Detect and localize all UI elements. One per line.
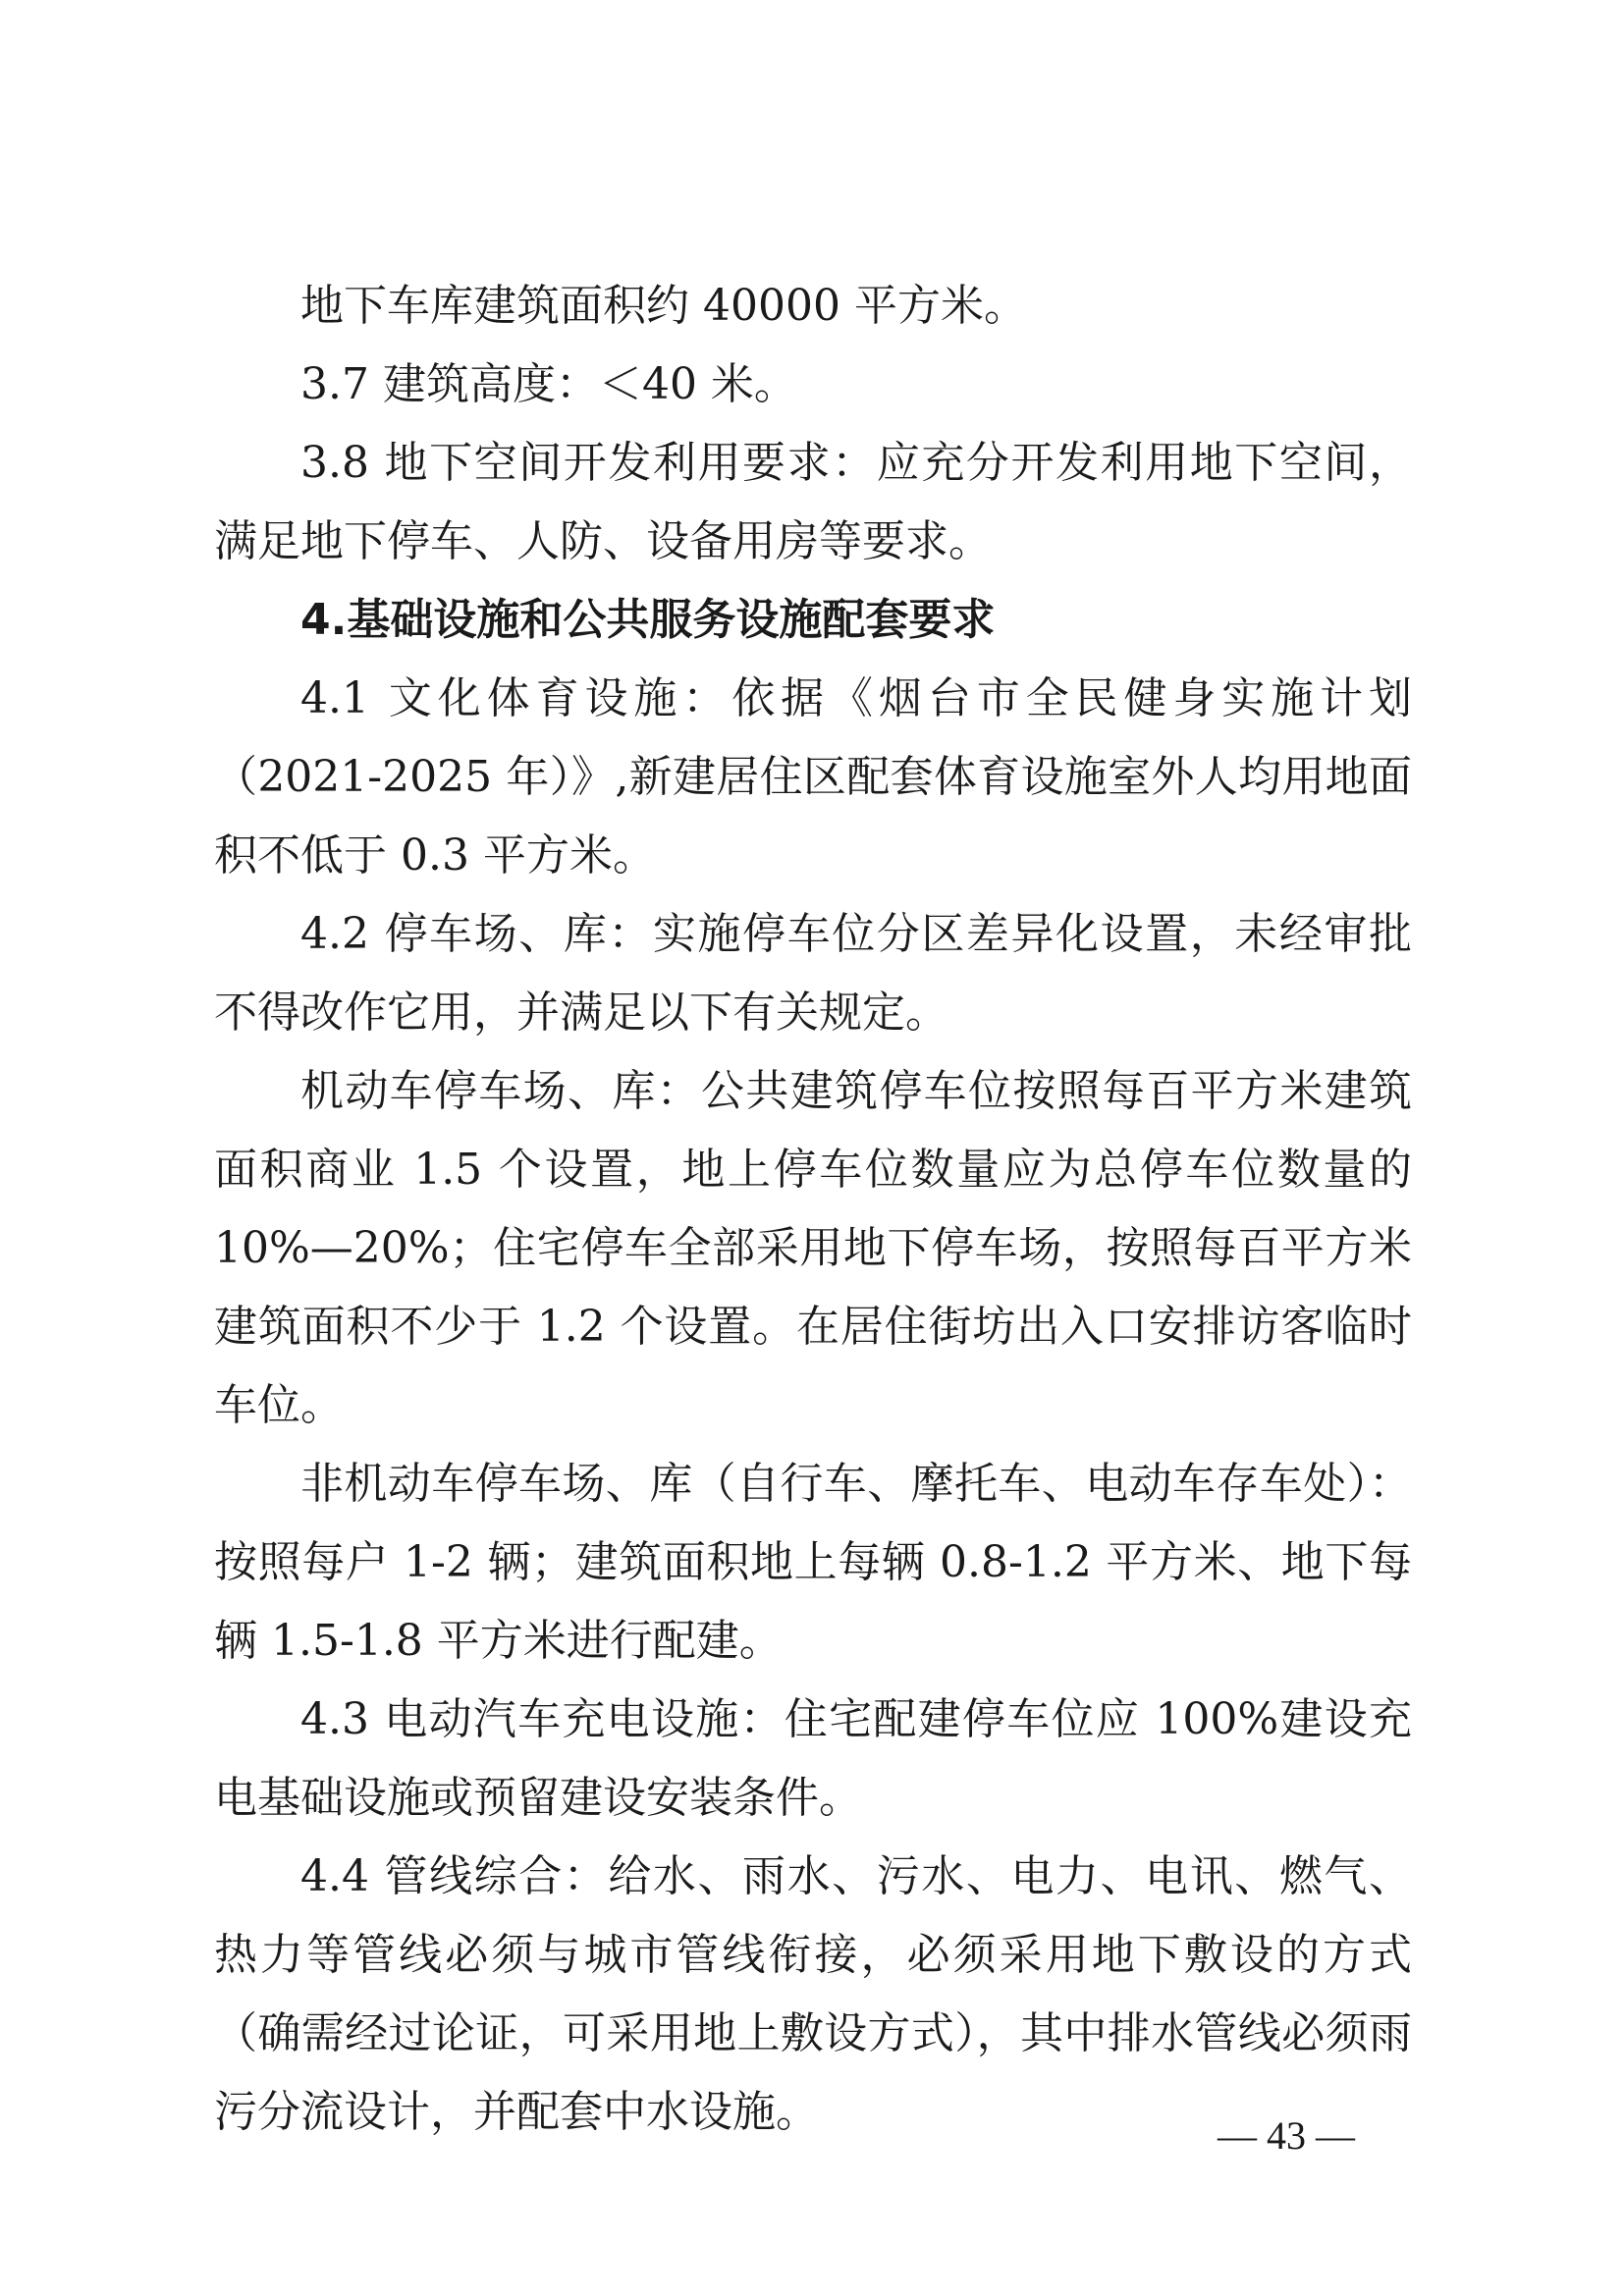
paragraph-parking: 4.2 停车场、库：实施停车位分区差异化设置，未经审批不得改作它用，并满足以下有关规定。 (214, 909, 1412, 1038)
paragraph-pipelines: 4.4 管线综合：给水、雨水、污水、电力、电讯、燃气、热力等管线必须与城市管线衔接，必须采用地下敷设的方式（确需经过论证，可采用地上敷设方式），其中排水管线必须雨污分流设计，并配套中水设施。 (214, 1851, 1412, 2137)
section-heading-infrastructure: 4.基础设施和公共服务设施配套要求 (300, 595, 996, 645)
document-body (214, 267, 1412, 2152)
paragraph-ev-charging: 4.3 电动汽车充电设施：住宅配建停车位应 100%建设充电基础设施或预留建设安装条件。 (214, 1694, 1412, 1823)
paragraph-garage-area: 地下车库建筑面积约 40000 平方米。 (300, 281, 1027, 331)
paragraph-culture-sports: 4.1 文化体育设施：依据《烟台市全民健身实施计划（2021-2025 年）》,新建居住区配套体育设施室外人均用地面积不低于 0.3 平方米。 (214, 673, 1412, 881)
paragraph-underground-space: 3.8 地下空间开发利用要求：应充分开发利用地下空间，满足地下停车、人防、设备用房等要求。 (214, 438, 1412, 566)
paragraph-non-motor-parking: 非机动车停车场、库（自行车、摩托车、电动车存车处）：按照每户 1-2 辆；建筑面积地上每辆 0.8-1.2 平方米、地下每辆 1.5-1.8 平方米进行配建。 (214, 1459, 1412, 1666)
page-number: — 43 — (1218, 2113, 1355, 2158)
paragraph-motor-vehicle-parking: 机动车停车场、库：公共建筑停车位按照每百平方米建筑面积商业 1.5 个设置，地上停车位数量应为总停车位数量的 10%—20%；住宅停车全部采用地下停车场，按照每百平方米建筑面积不少于 1.2 个设置。在居住街坊出入口安排访客临时车位。 (214, 1066, 1412, 1430)
paragraph-building-height: 3.7 建筑高度：＜40 米。 (300, 359, 797, 409)
